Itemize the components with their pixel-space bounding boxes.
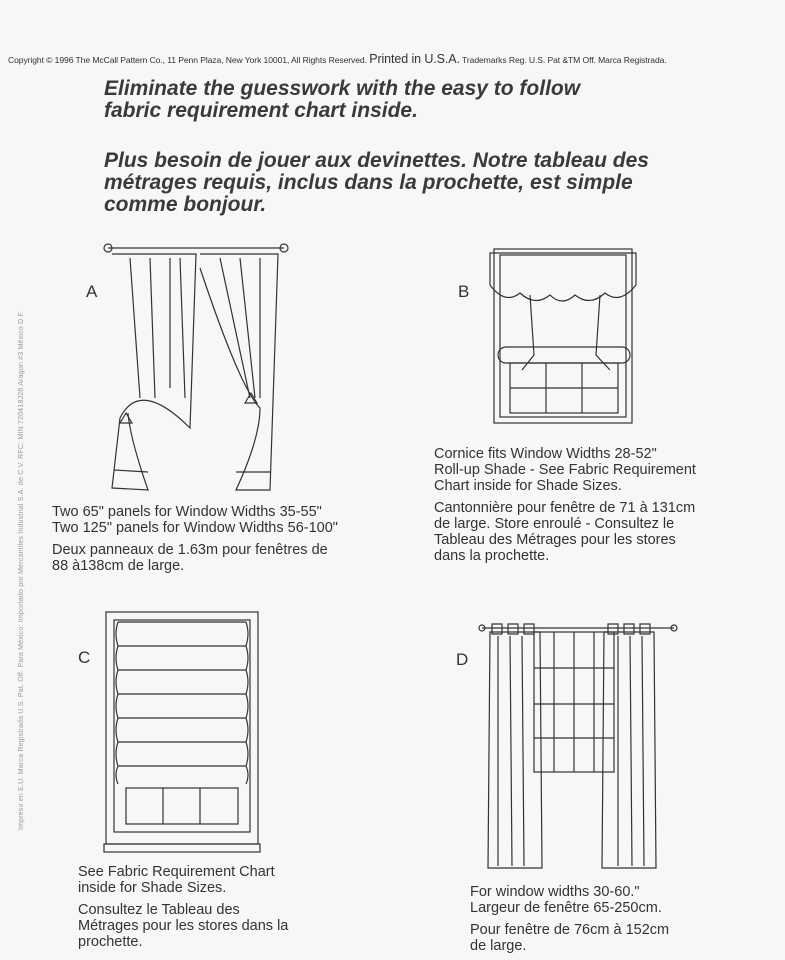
caption-line: Roll-up Shade - See Fabric Requirement: [434, 462, 696, 478]
caption-line: Deux panneaux de 1.63m pour fenêtres de: [52, 542, 328, 558]
caption-line: prochette.: [78, 934, 143, 950]
caption-line: See Fabric Requirement Chart: [78, 864, 275, 880]
caption-line: inside for Shade Sizes.: [78, 880, 227, 896]
headline-line: métrages requis, inclus dans la prochette, est simple: [104, 171, 633, 194]
view-d-letter: D: [456, 650, 469, 669]
view-c-letter: C: [78, 648, 91, 667]
view-b-caption: [434, 446, 696, 564]
caption-line: Largeur de fenêtre 65-250cm.: [470, 900, 662, 916]
headline-line: comme bonjour.: [104, 193, 267, 216]
headline-line: Eliminate the guesswork with the easy to follow: [104, 77, 581, 100]
view-d-caption: [470, 884, 669, 954]
view-c-caption: [78, 864, 288, 950]
caption-line: Cantonnière pour fenêtre de 71 à 131cm: [434, 500, 696, 516]
headline-english: [104, 78, 580, 122]
caption-line: de large. Store enroulé - Consultez le: [434, 516, 675, 532]
headline-line: Plus besoin de jouer aux devinettes. Notre tableau des: [104, 149, 649, 172]
caption-line: For window widths 30-60.": [470, 884, 640, 900]
view-b-letter: B: [458, 282, 470, 301]
view-d-illustration: [478, 618, 678, 873]
side-import-text: Impreso en E.U. Marca Registrada U.S. Pat. Off. Para México: Importado por Mercantiles Industrial S.A. de C.V. RFC: MIN 720418J26 Aragon #3 México D.F.: [18, 310, 25, 830]
view-a-caption: [52, 504, 338, 574]
caption-line: Two 125" panels for Window Widths 56-100": [52, 520, 338, 536]
caption-line: Pour fenêtre de 76cm à 152cm: [470, 922, 670, 938]
copyright-text: Copyright © 1996 The McCall Pattern Co., 11 Penn Plaza, New York 10001, All Rights Reserved.: [8, 55, 367, 65]
caption-line: Cornice fits Window Widths 28-52": [434, 446, 657, 462]
caption-line: Tableau des Métrages pour les stores: [434, 532, 676, 548]
copyright-line: [8, 52, 667, 66]
headline-french: [104, 150, 649, 216]
headline-line: fabric requirement chart inside.: [104, 99, 418, 122]
view-a-illustration: [100, 238, 300, 493]
printed-in: Printed in U.S.A.: [369, 52, 460, 66]
view-a-letter: A: [86, 282, 98, 301]
caption-line: Two 65" panels for Window Widths 35-55": [52, 504, 322, 520]
caption-line: 88 à138cm de large.: [52, 558, 185, 574]
view-c-illustration: [104, 612, 264, 857]
view-b-illustration: [490, 245, 640, 430]
caption-line: Consultez le Tableau des: [78, 902, 240, 918]
trademark-text: Trademarks Reg. U.S. Pat &TM Off. Marca Registrada.: [462, 55, 667, 65]
caption-line: de large.: [470, 938, 527, 954]
caption-line: Métrages pour les stores dans la: [78, 918, 289, 934]
caption-line: Chart inside for Shade Sizes.: [434, 478, 622, 494]
caption-line: dans la prochette.: [434, 548, 550, 564]
